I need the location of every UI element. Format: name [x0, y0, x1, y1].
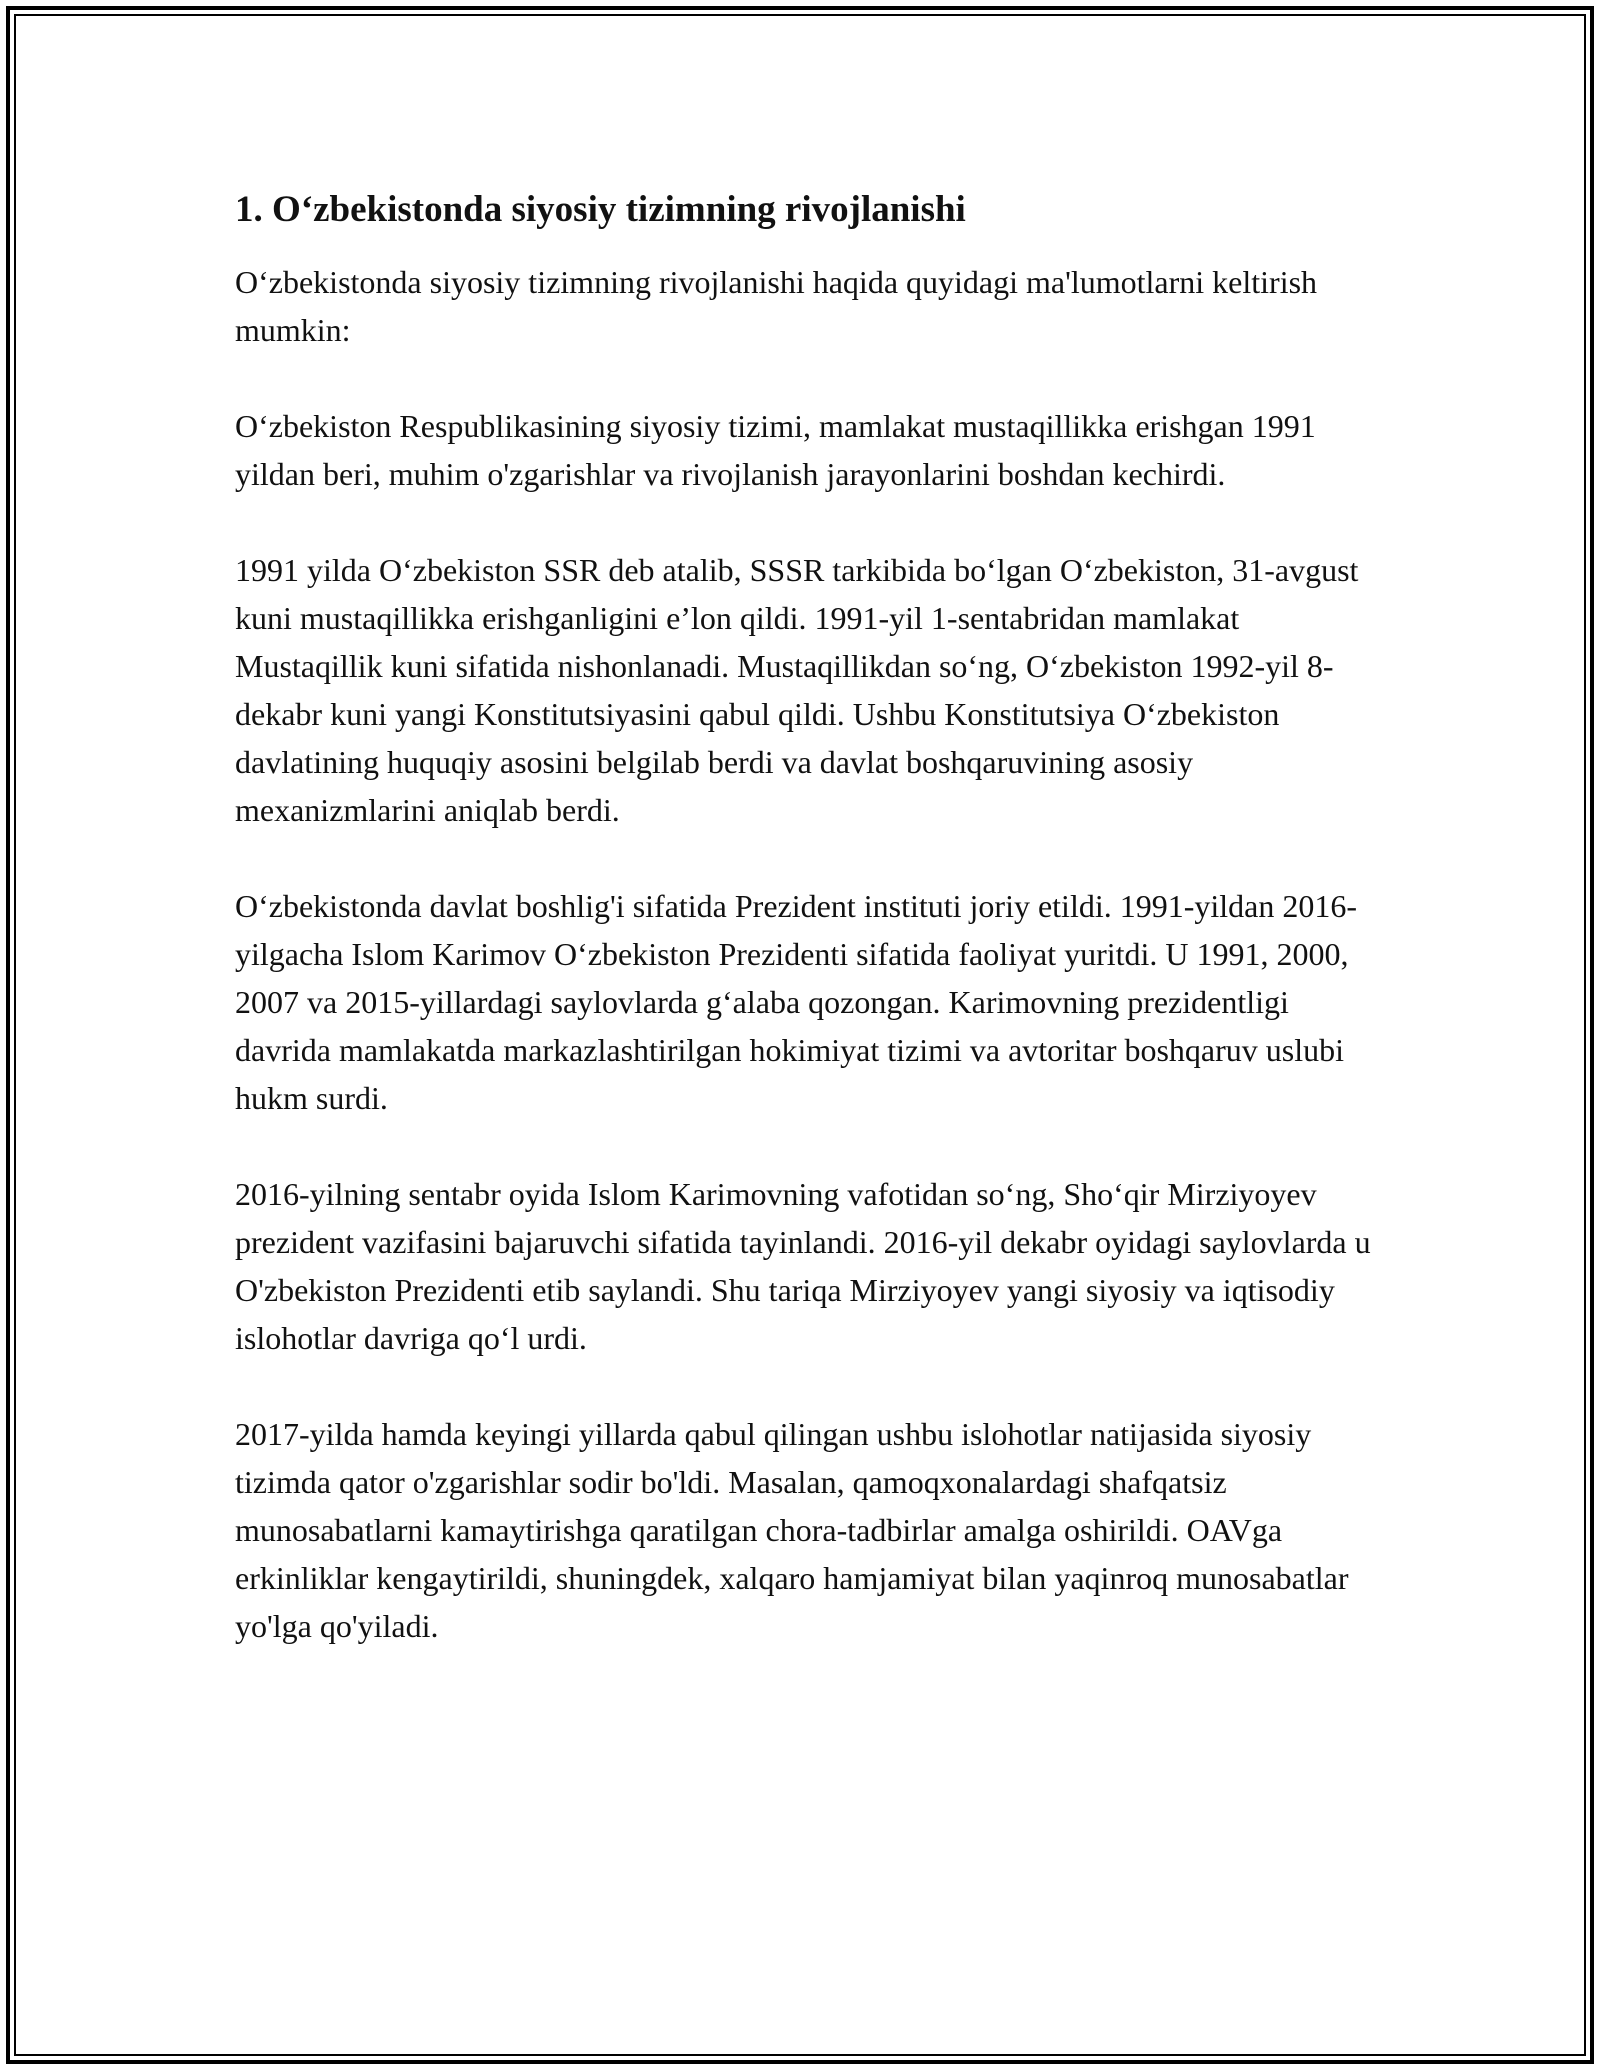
paragraph-mirziyoyev: 2016-yilning sentabr oyida Islom Karimovning vafotidan so‘ng, Sho‘qir Mirziyoyev prezident vazifasini bajaruvchi sifatida tayinlandi. 2016-yil dekabr oyidagi saylovlarda u O'zbekiston Prezidenti etib saylandi. Shu tariqa Mirziyoyev yangi siyosiy va iqtisodiy islohotlar davriga qo‘l urdi. — [235, 1176, 1371, 1357]
paragraph-political-system: O‘zbekiston Respublikasining siyosiy tizimi, mamlakat mustaqillikka erishgan 1991 yildan beri, muhim o'zgarishlar va rivojlanish jarayonlarini boshdan kechirdi. — [235, 408, 1316, 493]
paragraph-independence: 1991 yilda O‘zbekiston SSR deb atalib, SSSR tarkibida bo‘lgan O‘zbekiston, 31-avgust kuni mustaqillikka erishganligini e’lon qildi. 1991-yil 1-sentabridan mamlakat Mustaqillik kuni sifatida nishonlanadi. Mustaqillikdan so‘ng, O‘zbekiston 1992-yil 8-dekabr kuni yangi Konstitutsiyasini qabul qildi. Ushbu Konstitutsiya O‘zbekiston davlatining huquqiy asosini belgilab berdi va davlat boshqaruvining asosiy mexanizmlarini aniqlab berdi. — [235, 552, 1359, 829]
paragraph-reforms: 2017-yilda hamda keyingi yillarda qabul qilingan ushbu islohotlar natijasida siyosiy tizimda qator o'zgarishlar sodir bo'ldi. Masalan, qamoqxonalardagi shafqatsiz munosabatlarni kamaytirishga qaratilgan chora-tadbirlar amalga oshirildi. OAVga erkinliklar kengaytirildi, shuningdek, xalqaro hamjamiyat bilan yaqinroq munosabatlar yo'lga qo'yiladi. — [235, 1416, 1349, 1645]
paragraph-intro: O‘zbekistonda siyosiy tizimning rivojlanishi haqida quyidagi ma'lumotlarni keltirish mumkin: — [235, 264, 1318, 349]
paragraph-presidency: O‘zbekistonda davlat boshlig'i sifatida Prezident instituti joriy etildi. 1991-yildan 2016-yilgacha Islom Karimov O‘zbekiston Prezidenti sifatida faoliyat yuritdi. U 1991, 2000, 2007 va 2015-yillardagi saylovlarda g‘alaba qozongan. Karimovning prezidentligi davrida mamlakatda markazlashtirilgan hokimiyat tizimi va avtoritar boshqaruv uslubi hukm surdi. — [235, 888, 1358, 1117]
document-body — [235, 188, 1385, 1698]
section-heading: 1. O‘zbekistonda siyosiy tizimning rivojlanishi — [235, 189, 966, 230]
